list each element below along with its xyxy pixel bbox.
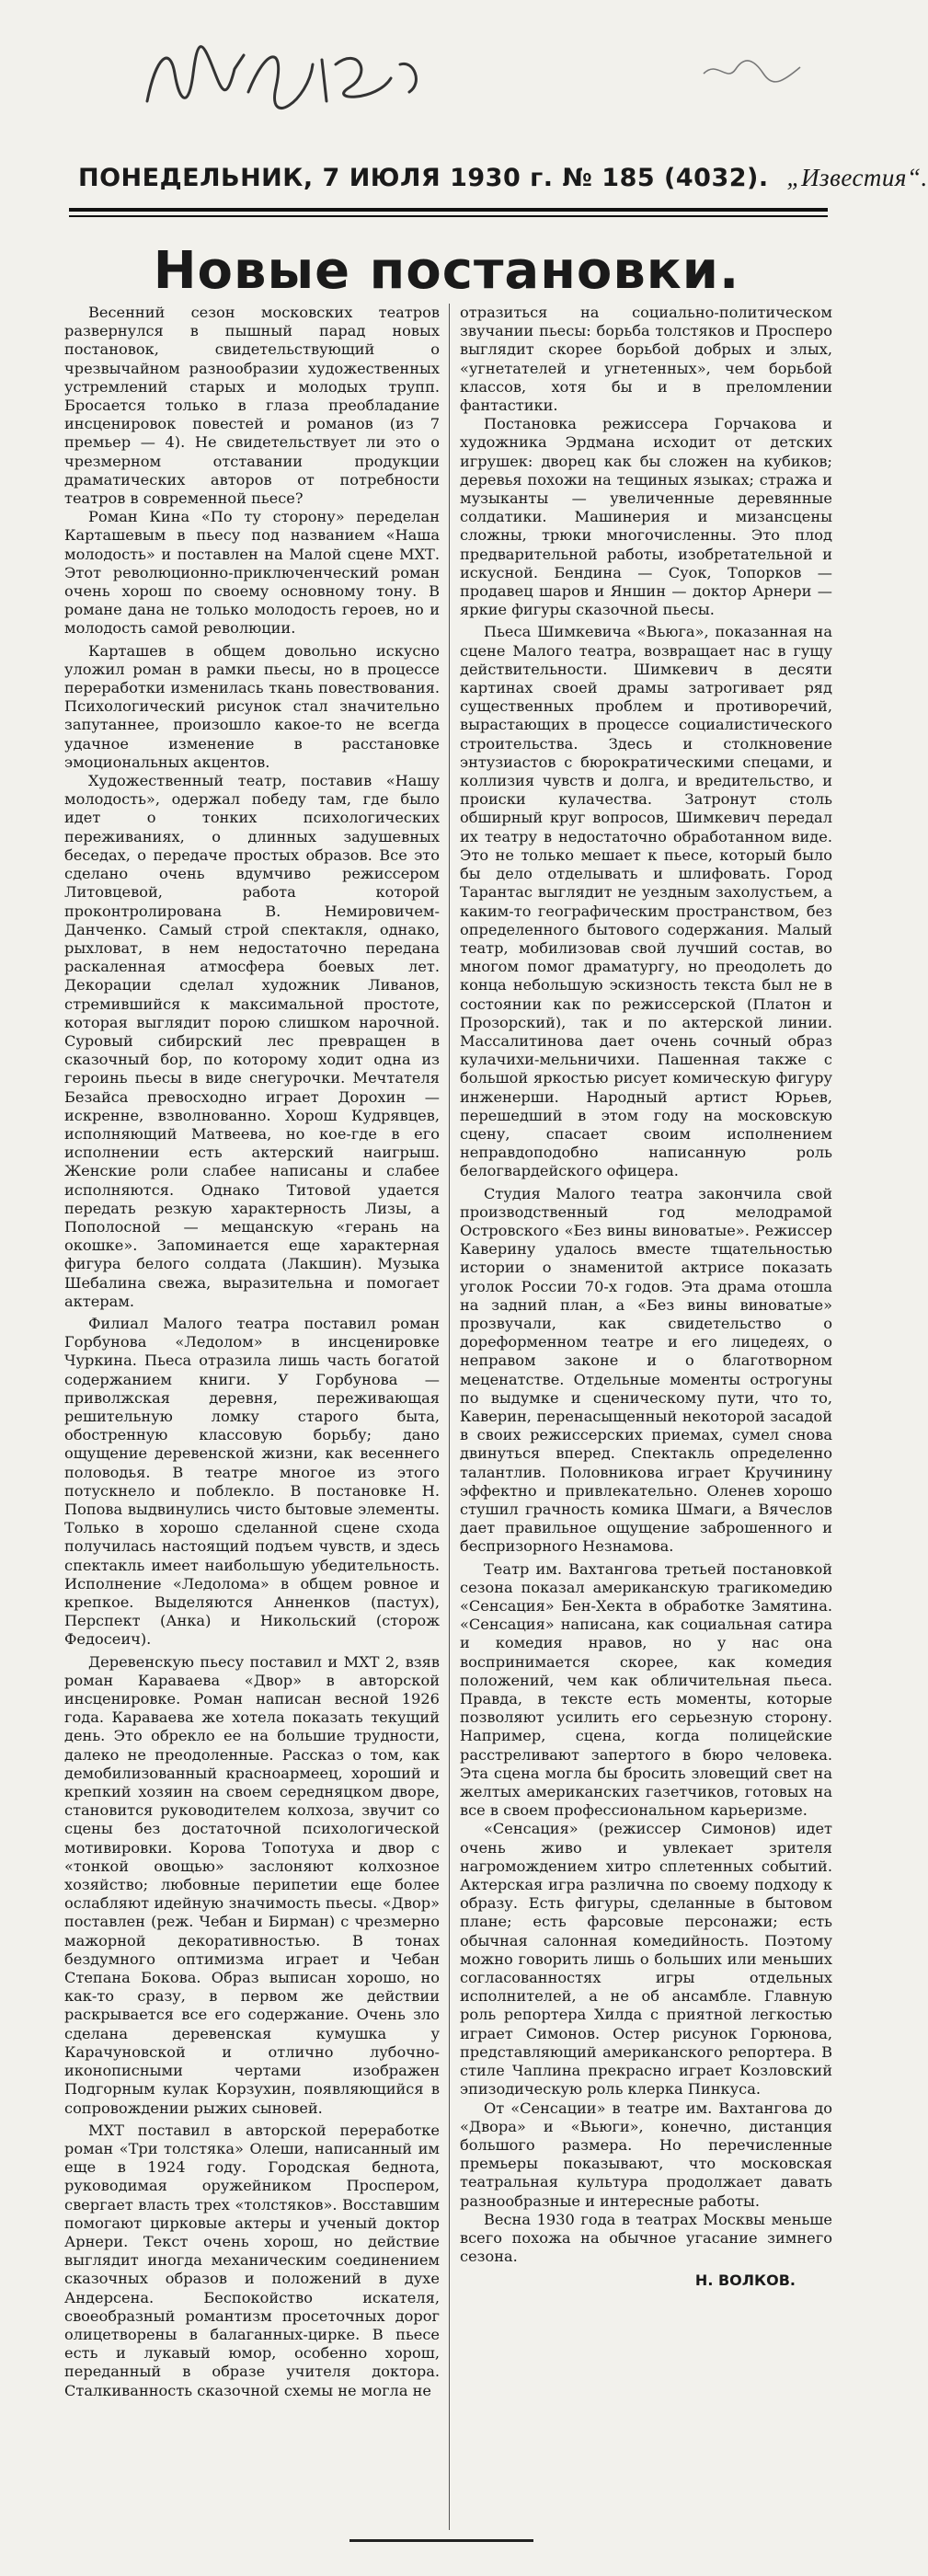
- paragraph: Филиал Малого театра поставил роман Горбунова «Ледолом» в инсценировке Чуркина. Пьеса отразила лишь часть богатой содержанием книги. У Горбунова — приволжская деревня, переживающая решительную ломку старого быта, обостренную классовую борьбу; дано ощущение деревенской жизни, как весеннего половодья. В театре многое из этого потускнело и поблекло. В постановке Н. Попова выдвинулись чисто бытовые элементы. Только в хорошо сделанной сцене схода получилась настоящий подъем чувств, и здесь спектакль имеет наибольшую убедительность. Исполнение «Ледолома» в общем ровное и крепкое. Выделяются Анненков (пастух), Перспект (Анка) и Никольский (сторож Федосеич).: [64, 1314, 440, 1649]
- paragraph: Театр им. Вахтангова третьей постановкой сезона показал американскую трагикомедию «Сенсация» Бен-Хекта в обработке Замятина. «Сенсация» написана, как социальная сатира и комедия нравов, но у нас она воспринимается скорее, как комедия положений, чем как обличительная пьеса. Правда, в тексте есть моменты, которые позволяют усилить его серьезную сторону. Например, сцена, когда полицейские расстреливают запертого в бюро человека. Эта сцена могла бы бросить зловещий свет на желтых американских газетчиков, готовых на все в своем профессиональном карьеризме.: [460, 1559, 832, 1820]
- paragraph: Студия Малого театра закончила свой производственный год мелодрамой Островского «Без вины виноватые». Режиссер Каверину удалось вместе тщательностью истории о знаменитой актрисе показать уголок России 70-х годов. Эта драма отошла на задний план, а «Без вины виноватые» прозвучали, как свидетельство о дореформенном театре и его лицедеях, о неправом законе и о благотворном меценатстве. Отдельные моменты острогуны по выдумке и сценическому пути, что то, Каверин, перенасыщенный некоторой засадой в своих режиссерских приемах, сумел снова двинуться вперед. Спектакль определенно талантлив. Половникова играет Кручинину эффектно и привлекательно. Оленев хорошо стушил грачность комика Шмаги, а Вячеслов дает правильное ощущение заброшенного и беспризорного Незнамова.: [460, 1184, 832, 1556]
- paragraph: Карташев в общем довольно искусно уложил роман в рамки пьесы, но в процессе переработки изменилась ткань повествования. Психологический рисунок стал значительно запутаннее, произошло какое-то не всегда удачное изменение в расстановке эмоциональных акцентов.: [64, 641, 440, 771]
- paragraph: Постановка режиссера Горчакова и художника Эрдмана исходит от детских игрушек: дворец как бы сложен на кубиков; деревья похожи на тещиных языках; стража и музыканты — увеличенные деревянные солдатики. Машинерия и мизансцены сложны, трюки многочисленны. Это плод предварительной работы, изобретательной и искусной. Бендина — Суок, Топорков — продавец шаров и Яншин — доктор Арнери — яркие фигуры сказочной пьесы.: [460, 415, 832, 619]
- paragraph: Деревенскую пьесу поставил и МХТ 2, взяв роман Караваева «Двор» в авторской инсценировке. Роман написан весной 1926 года. Караваева же хотела показать текущий день. Это обрекло ее на большие трудности, далеко не преодоленные. Рассказ о том, как демобилизованный красноармеец, хороший и крепкий хозяин на своем середняцком дворе, становится руководителем колхоза, звучит со сцены без достаточной психологической мотивировки. Корова Топотуха и двор с «тонкой овощью» заслоняют колхозное хозяйство; любовные перипетии еще более ослабляют идейную значимость пьесы. «Двор» поставлен (реж. Чебан и Бирман) с чрезмерно мажорной декоративностью. В тонах бездумного оптимизма играет и Чебан Степана Бокова. Образ выписан хорошо, но как-то сразу, в первом же действии раскрывается все его содержание. Очень зло сделана деревенская кумушка у Карачуновской и отлично лубочно-иконописными чертами изображен Подгорным кулак Корзухин, появляющийся в сопровождении рыжих сыновей.: [64, 1652, 440, 2117]
- newspaper-name: „Известия“.: [786, 164, 928, 191]
- article-column-left: [64, 304, 440, 2548]
- end-rule: [349, 2539, 533, 2542]
- paragraph: Художественный театр, поставив «Нашу молодость», одержал победу там, где было идет о тонких психологических переживаниях, о длинных задушевных беседах, о передаче простых образов. Все это сделано очень вдумчиво режиссером Литовцевой, работа которой проконтролирована В. Немировичем-Данченко. Самый строй спектакля, однако, рыхловат, в нем недостаточно передана раскаленная атмосфера боевых лет. Декорации сделал художник Ливанов, стремившийся к максимальной простоте, которая выглядит порою слишком нарочной. Суровый сибирский лес превращен в сказочный бор, по которому ходит одна из героинь пьесы в виде снегурочки. Мечтателя Безайса превосходно играет Дорохин — искренне, взволнованно. Хорош Кудрявцев, исполняющий Матвеева, но кое-где в его исполнении есть актерский наигрыш. Женские роли слабее написаны и слабее исполняются. Однако Титовой удается передать резкую характерность Лизы, а Пополосной — мещанскую «герань на окошке». Запоминается еще характерная фигура белого солдата (Лакшин). Музыка Шебалина свежа, выразительна и помогает актерам.: [64, 772, 440, 1310]
- paragraph: Весна 1930 года в театрах Москвы меньше всего похожа на обычное угасание зимнего сезона.: [460, 2210, 832, 2266]
- paragraph: «Сенсация» (режиссер Симонов) идет очень живо и увлекает зрителя нагромождением хитро сплетенных событий. Актерская игра различна по своему подходу к образу. Есть фигуры, сделанные в бытовом плане; есть фарсовые персонажи; есть обычная салонная комедийность. Поэтому можно говорить лишь о больших или меньших согласованностях игры отдельных исполнителей, а не об ансамбле. Главную роль репортера Хилда с приятной легкостью играет Симонов. Остер рисунок Горюнова, представляющий американского репортера. В стиле Чаплина прекрасно играет Козловский эпизодическую роль клерка Пинкуса.: [460, 1820, 832, 2099]
- article-headline: Новые постановки.: [153, 241, 740, 301]
- column-divider: [449, 304, 450, 2530]
- handwritten-note: [699, 41, 809, 97]
- paragraph: От «Сенсации» в театре им. Вахтангова до «Двора» и «Вьюги», конечно, дистанция большого размера. Но перечисленные премьеры показывают, что московская театральная культура продолжает давать разнообразные и интересные работы.: [460, 2099, 832, 2210]
- paragraph: Пьеса Шимкевича «Вьюга», показанная на сцене Малого театра, возвращает нас в гущу действительности. Шимкевич в десяти картинах своей драмы затрогивает ряд существенных проблем и противоречий, вырастающих в процессе социалистического строительства. Здесь и столкновение энтузиастов с бюрократическими спецами, и коллизия чувств и долга, и вредительство, и происки кулачества. Затронут столь обширный круг вопросов, Шимкевич передал их театру в недостаточно обработанном виде. Это не только мешает к пьесе, который было бы дело отделывать и шлифовать. Город Тарантас выглядит не уездным захолустьем, а каким-то географическим пространством, без определенного бытового содержания. Малый театр, мобилизовав свой лучший состав, во многом помог драматургу, но преодолеть до конца небольшую эскизность текста был не в состоянии как по режиссерской (Платон и Прозорский), так и по актерской линии. Массалитинова дает очень сочный образ кулачихи-мельничихи. Пашенная также с большой яркостью рисует комическую фигуру инженерши. Народный артист Юрьев, перешедший в этом году на московскую сцену, спасает своим исполнением неправдоподобно написанную роль белогвардейского офицера.: [460, 623, 832, 1180]
- handwritten-annotation: [138, 37, 432, 120]
- paragraph: Роман Кина «По ту сторону» переделан Карташевым в пьесу под названием «Наша молодость» и поставлен на Малой сцене МХТ. Этот революционно-приключенческий роман очень хорош по своему основному тону. В романе дана не только молодость героев, но и молодость самой революции.: [64, 508, 440, 638]
- date-line: ПОНЕДЕЛЬНИК, 7 ИЮЛЯ 1930 г. № 185 (4032).: [78, 164, 769, 192]
- paragraph: МХТ поставил в авторской переработке роман «Три толстяка» Олеши, написанный им еще в 1924 году. Городская беднота, руководимая оружейником Проспером, свергает власть трех «толстяков». Восставшим помогают цирковые актеры и ученый доктор Арнери. Текст очень хорош, но действие выглядит иногда механическим соединением сказочных образов и положений в духе Андерсена. Беспокойство искателя, своеобразный романтизм просеточных дорог олицетворены в балаганных-цирке. В пьесе есть и лукавый юмор, особенно хорош, переданный в образе учителя доктора. Сталкиванность сказочной схемы не могла не: [64, 2121, 440, 2399]
- article-column-right: [460, 304, 832, 2548]
- paragraph: отразиться на социально-политическом звучании пьесы: борьба толстяков и Просперо выглядит скорее борьбой добрых и злых, «угнетателей и угнетенных», чем борьбой классов, хотя бы и в преломлении фантастики.: [460, 304, 832, 415]
- masthead: [78, 164, 928, 201]
- masthead-rule: [69, 208, 828, 212]
- paragraph: Весенний сезон московских театров развернулся в пышный парад новых постановок, свидетельствующий о чрезвычайном разнообразии художественных устремлений старых и молодых трупп. Бросается только в глаза преобладание инсценировок повестей и романов (из 7 премьер — 4). Не свидетельствует ли это о чрезмерном отставании продукции драматических авторов от потребности театров в современной пьесе?: [64, 304, 440, 508]
- masthead-rule-thin: [69, 215, 828, 217]
- author-signature: Н. ВОЛКОВ.: [694, 2271, 796, 2290]
